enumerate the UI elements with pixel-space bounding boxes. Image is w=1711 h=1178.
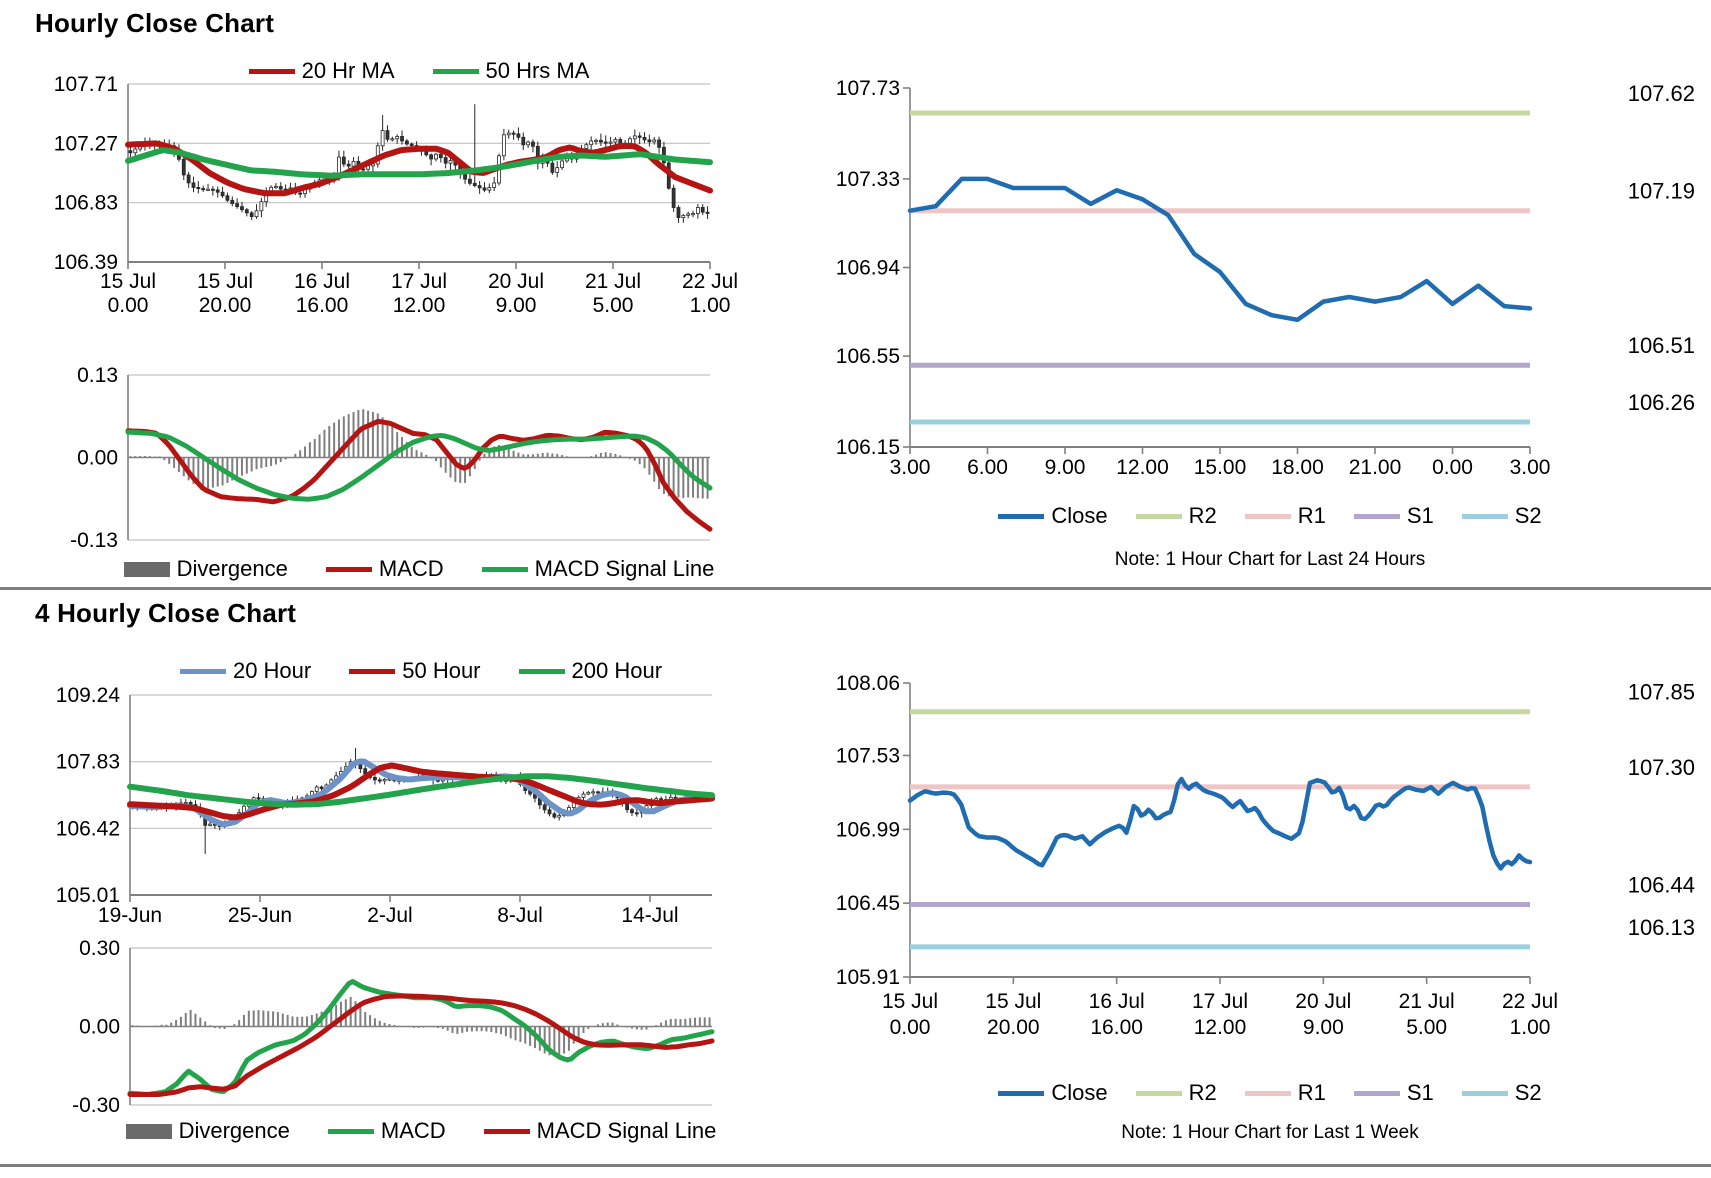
legend-item-divergence xyxy=(126,1118,290,1144)
svg-text:20.00: 20.00 xyxy=(987,1016,1040,1039)
legend-line-swatch xyxy=(180,669,226,674)
macd-line-macd-signal-line xyxy=(130,996,712,1095)
fourhourly-macd-legend xyxy=(130,1118,717,1144)
legend-line-swatch xyxy=(349,669,395,674)
legend-item-macd xyxy=(326,556,444,582)
svg-text:107.27: 107.27 xyxy=(53,132,118,156)
close-line xyxy=(910,179,1530,320)
svg-text:107.83: 107.83 xyxy=(55,750,120,774)
legend-line-swatch xyxy=(519,669,565,674)
svg-text:0.00: 0.00 xyxy=(889,1016,931,1039)
legend-line-swatch xyxy=(326,567,372,572)
hourly-candlestick-chart xyxy=(20,40,760,350)
legend-item-s1 xyxy=(1354,503,1434,529)
legend-label: 50 Hour xyxy=(402,658,481,683)
legend-label: Close xyxy=(1051,1080,1108,1105)
legend-item-divergence xyxy=(124,556,288,582)
svg-text:5.00: 5.00 xyxy=(1406,1016,1448,1039)
y-axis-labels xyxy=(70,364,118,552)
svg-text:21 Jul: 21 Jul xyxy=(1398,990,1455,1013)
svg-text:1.00: 1.00 xyxy=(1509,1016,1551,1039)
svg-text:18.00: 18.00 xyxy=(1271,456,1324,479)
legend-label: Divergence xyxy=(176,556,288,581)
legend-block-swatch xyxy=(126,1124,172,1139)
legend-label: R2 xyxy=(1188,503,1217,528)
svg-text:12.00: 12.00 xyxy=(392,294,446,317)
legend-label: S2 xyxy=(1514,503,1542,528)
svg-text:107.73: 107.73 xyxy=(835,77,900,100)
hourly-macd-legend xyxy=(128,556,715,582)
svg-text:106.26: 106.26 xyxy=(1627,390,1695,416)
svg-text:106.42: 106.42 xyxy=(55,817,120,841)
y-axis-labels xyxy=(56,684,121,907)
legend-item-macd xyxy=(328,1118,446,1144)
last-24h-legend xyxy=(910,503,1630,529)
legend-label: MACD Signal Line xyxy=(534,556,715,581)
svg-text:-0.30: -0.30 xyxy=(72,1094,120,1117)
close-line-path xyxy=(910,779,1530,868)
legend-line-swatch xyxy=(482,567,528,572)
legend-label: Close xyxy=(1051,503,1108,528)
ma-line-50-hrs-ma xyxy=(128,150,710,176)
svg-text:106.45: 106.45 xyxy=(835,892,900,916)
x-axis-labels xyxy=(98,895,679,927)
y-axis-labels xyxy=(72,937,120,1117)
svg-text:0.30: 0.30 xyxy=(79,937,120,960)
legend-label: 20 Hr MA xyxy=(301,58,395,83)
svg-text:0.13: 0.13 xyxy=(77,364,118,387)
svg-text:15 Jul: 15 Jul xyxy=(99,270,157,293)
last-week-legend xyxy=(910,1080,1630,1106)
legend-label: Divergence xyxy=(178,1118,290,1143)
svg-text:21 Jul: 21 Jul xyxy=(584,270,642,293)
gridlines xyxy=(130,948,712,1105)
svg-text:3.00: 3.00 xyxy=(889,456,931,479)
svg-text:107.19: 107.19 xyxy=(1627,178,1695,204)
svg-text:0.00: 0.00 xyxy=(1432,456,1473,479)
legend-item-macd-signal-line xyxy=(484,1118,717,1144)
ma-line-20-hr-ma xyxy=(128,143,710,193)
legend-line-swatch xyxy=(328,1129,374,1134)
svg-text:15.00: 15.00 xyxy=(1193,456,1247,479)
axes xyxy=(903,683,1530,977)
svg-text:107.30: 107.30 xyxy=(1627,754,1695,780)
section-divider xyxy=(0,587,1711,590)
legend-line-swatch xyxy=(998,1091,1044,1096)
legend-label: R2 xyxy=(1188,1080,1217,1105)
svg-text:17 Jul: 17 Jul xyxy=(390,270,448,293)
svg-text:12.00: 12.00 xyxy=(1193,1016,1247,1039)
svg-text:12.00: 12.00 xyxy=(1116,456,1169,479)
last-week-note: Note: 1 Hour Chart for Last 1 Week xyxy=(1121,1122,1419,1143)
legend-label: 50 Hrs MA xyxy=(485,58,590,83)
svg-text:2-Jul: 2-Jul xyxy=(367,904,413,927)
legend-item-r1 xyxy=(1245,503,1326,529)
section-title-hourly: Hourly Close Chart xyxy=(35,8,275,38)
svg-text:15 Jul: 15 Jul xyxy=(196,270,254,293)
fourhourly-macd-chart xyxy=(20,935,760,1135)
legend-block-swatch xyxy=(124,562,170,577)
svg-text:107.33: 107.33 xyxy=(835,167,900,191)
macd-lines xyxy=(128,421,710,529)
legend-line-swatch xyxy=(1136,514,1182,519)
svg-text:9.00: 9.00 xyxy=(1044,456,1086,479)
legend-line-swatch xyxy=(1462,1091,1508,1096)
legend-label: R1 xyxy=(1297,1080,1326,1105)
svg-text:106.83: 106.83 xyxy=(53,191,118,215)
x-axis-labels xyxy=(882,977,1558,1039)
svg-text:22 Jul: 22 Jul xyxy=(681,270,739,293)
svg-text:106.39: 106.39 xyxy=(53,251,118,274)
legend-line-swatch xyxy=(1354,514,1400,519)
svg-text:25-Jun: 25-Jun xyxy=(227,904,293,927)
legend-line-swatch xyxy=(484,1129,530,1134)
svg-text:6.00: 6.00 xyxy=(967,456,1008,479)
legend-item-r2 xyxy=(1136,503,1217,529)
divergence-bars xyxy=(130,409,707,499)
svg-text:106.13: 106.13 xyxy=(1627,914,1695,940)
legend-label: MACD xyxy=(380,1118,446,1143)
svg-text:107.62: 107.62 xyxy=(1627,80,1695,106)
svg-text:105.01: 105.01 xyxy=(55,884,120,907)
svg-text:16.00: 16.00 xyxy=(1090,1016,1143,1039)
legend-line-swatch xyxy=(1245,514,1291,519)
svg-text:0.00: 0.00 xyxy=(79,1015,120,1039)
svg-text:1.00: 1.00 xyxy=(689,294,731,317)
legend-label: S1 xyxy=(1406,503,1434,528)
svg-text:106.94: 106.94 xyxy=(835,256,900,280)
svg-text:106.15: 106.15 xyxy=(835,436,900,459)
legend-label: MACD Signal Line xyxy=(536,1118,717,1143)
legend-line-swatch xyxy=(1136,1091,1182,1096)
svg-text:-0.13: -0.13 xyxy=(70,529,118,552)
svg-text:107.53: 107.53 xyxy=(835,744,900,768)
legend-label: MACD xyxy=(378,556,444,581)
legend-line-swatch xyxy=(1354,1091,1400,1096)
legend-label: S2 xyxy=(1514,1080,1542,1105)
hourly-macd-chart xyxy=(20,355,760,555)
svg-text:14-Jul: 14-Jul xyxy=(621,904,679,927)
legend-item-s1 xyxy=(1354,1080,1434,1106)
svg-text:3.00: 3.00 xyxy=(1509,456,1551,479)
svg-text:106.44: 106.44 xyxy=(1627,872,1695,898)
svg-text:9.00: 9.00 xyxy=(1302,1016,1344,1039)
legend-item-s2 xyxy=(1462,503,1542,529)
svg-text:16 Jul: 16 Jul xyxy=(1088,990,1145,1013)
close-line xyxy=(910,779,1530,868)
svg-text:106.99: 106.99 xyxy=(835,818,900,842)
legend-label: 20 Hour xyxy=(232,658,312,683)
last-24h-line-chart xyxy=(810,70,1711,500)
page-bottom-divider xyxy=(0,1164,1711,1167)
gridlines xyxy=(128,375,710,540)
macd-line-macd-signal-line xyxy=(128,432,710,499)
legend-label: R1 xyxy=(1297,503,1326,528)
legend-line-swatch xyxy=(998,514,1044,519)
support-resistance-levels xyxy=(910,81,1695,422)
svg-text:105.91: 105.91 xyxy=(835,966,900,989)
fourhourly-candlestick-chart xyxy=(20,680,760,970)
svg-text:0.00: 0.00 xyxy=(107,294,149,317)
legend-line-swatch xyxy=(1245,1091,1291,1096)
y-axis-labels xyxy=(54,73,118,274)
svg-text:9.00: 9.00 xyxy=(495,294,537,317)
y-axis-labels xyxy=(836,672,900,989)
svg-text:20 Jul: 20 Jul xyxy=(1295,990,1352,1013)
svg-text:107.85: 107.85 xyxy=(1627,679,1695,705)
svg-text:106.55: 106.55 xyxy=(835,345,900,369)
x-axis-labels xyxy=(100,262,738,317)
macd-lines xyxy=(130,982,712,1095)
svg-text:109.24: 109.24 xyxy=(55,684,120,707)
legend-item-close xyxy=(998,1080,1107,1106)
legend-line-swatch xyxy=(1462,514,1508,519)
legend-item-s2 xyxy=(1462,1080,1542,1106)
svg-text:16.00: 16.00 xyxy=(295,294,349,317)
legend-label: 200 Hour xyxy=(571,658,663,683)
svg-text:15 Jul: 15 Jul xyxy=(881,990,939,1013)
svg-text:22 Jul: 22 Jul xyxy=(1501,990,1559,1013)
svg-text:107.71: 107.71 xyxy=(53,73,118,96)
svg-text:16 Jul: 16 Jul xyxy=(293,270,351,293)
svg-text:20.00: 20.00 xyxy=(198,294,252,317)
x-axis-labels xyxy=(890,447,1551,479)
legend-item-macd-signal-line xyxy=(482,556,715,582)
ma-lines xyxy=(130,761,712,824)
svg-text:15 Jul: 15 Jul xyxy=(985,990,1042,1013)
svg-text:19-Jun: 19-Jun xyxy=(97,904,163,927)
close-line-path xyxy=(910,179,1530,320)
svg-text:106.51: 106.51 xyxy=(1627,333,1695,359)
legend-item-r2 xyxy=(1136,1080,1217,1106)
svg-text:17 Jul: 17 Jul xyxy=(1191,990,1249,1013)
legend-item-close xyxy=(998,503,1107,529)
last-week-line-chart xyxy=(810,660,1711,1075)
svg-text:0.00: 0.00 xyxy=(77,446,118,470)
svg-text:108.06: 108.06 xyxy=(835,672,900,695)
svg-text:5.00: 5.00 xyxy=(592,294,634,317)
ma-lines xyxy=(128,143,710,193)
legend-label: S1 xyxy=(1406,1080,1434,1105)
last-24h-note: Note: 1 Hour Chart for Last 24 Hours xyxy=(1114,549,1426,570)
svg-text:20 Jul: 20 Jul xyxy=(487,270,545,293)
svg-text:8-Jul: 8-Jul xyxy=(497,904,543,927)
legend-item-r1 xyxy=(1245,1080,1326,1106)
y-axis-labels xyxy=(836,77,901,459)
svg-text:21.00: 21.00 xyxy=(1348,456,1402,479)
section-title-4hourly: 4 Hourly Close Chart xyxy=(35,598,297,628)
